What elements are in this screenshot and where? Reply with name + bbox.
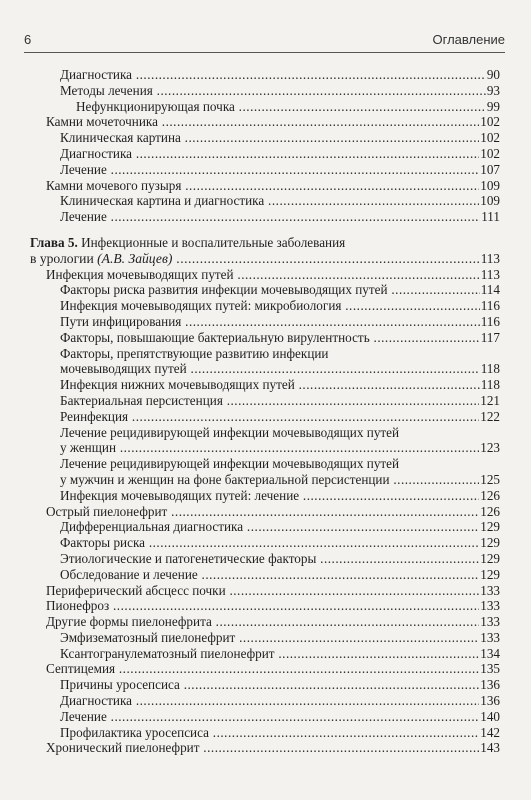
toc-entry-title: Факторы риска развития инфекции мочевыводящих путей ..... [60, 282, 500, 298]
toc-entry[interactable] [30, 130, 500, 146]
running-title: Оглавление [432, 32, 505, 47]
toc-entry[interactable] [30, 267, 500, 283]
chapter-title-line1 [30, 235, 500, 251]
toc-entry-title: Хронический пиелонефрит ..... [46, 740, 500, 756]
chapter-title-line2 [30, 251, 500, 267]
toc-page-number: 133 [480, 598, 500, 614]
toc-section-top [30, 67, 500, 225]
toc-page-number: 102 [480, 130, 500, 146]
toc-entry-title: Реинфекция ..... [60, 409, 500, 425]
toc-entry[interactable] [30, 83, 500, 99]
toc-entry-title: Диагностика ..... [60, 693, 500, 709]
toc-entry-title: Пионефроз ..... [46, 598, 500, 614]
toc-page-number: 143 [480, 740, 500, 756]
toc-page-number: 116 [480, 313, 500, 329]
toc-entry[interactable] [30, 740, 500, 756]
toc-page-number: 109 [480, 193, 500, 209]
table-of-contents [30, 67, 500, 756]
toc-entry-title: у женщин ..... [60, 440, 500, 456]
toc-entry-title: Методы лечения ..... [60, 83, 500, 99]
toc-entry-title: Инфекция мочевыводящих путей: микробиология ..... [60, 298, 500, 314]
toc-section-bottom [30, 267, 500, 757]
toc-page-number: 133 [480, 629, 500, 645]
toc-page-number: 134 [480, 645, 500, 661]
toc-page-number: 118 [480, 377, 500, 393]
toc-entry-title: Бактериальная персистенция ..... [60, 393, 500, 409]
toc-entry[interactable] [30, 282, 500, 298]
toc-entry[interactable] [30, 425, 500, 457]
toc-entry[interactable] [30, 519, 500, 535]
toc-entry-title: Инфекция мочевыводящих путей: лечение ..... [60, 488, 500, 504]
toc-entry-title: Обследование и лечение ..... [60, 567, 500, 583]
toc-entry-title: у мужчин и женщин на фоне бактериальной персистенции ..... [60, 472, 500, 488]
toc-page-number: 129 [480, 519, 500, 535]
toc-entry[interactable] [30, 598, 500, 614]
toc-page-number: 126 [480, 487, 500, 503]
toc-entry-title: Клиническая картина ..... [60, 130, 500, 146]
toc-entry-title: Камни мочеточника ..... [46, 114, 500, 130]
toc-entry[interactable] [30, 146, 500, 162]
toc-entry[interactable] [30, 314, 500, 330]
toc-entry[interactable] [30, 99, 500, 115]
toc-page-number: 109 [480, 177, 500, 193]
toc-page-number: 117 [480, 329, 500, 345]
toc-entry-title: Периферический абсцесс почки ..... [46, 583, 500, 599]
toc-page-number: 113 [480, 266, 500, 282]
toc-page-number: 142 [480, 724, 500, 740]
toc-entry[interactable] [30, 162, 500, 178]
page-header [24, 32, 505, 52]
toc-entry-title: Ксантогранулематозный пиелонефрит ..... [60, 646, 500, 662]
toc-entry[interactable] [30, 209, 500, 225]
chapter-title-cont: в урологии [30, 250, 94, 266]
toc-entry[interactable] [30, 298, 500, 314]
toc-entry[interactable] [30, 178, 500, 194]
toc-page-number: 129 [480, 550, 500, 566]
toc-entry-title: Инфекция нижних мочевыводящих путей ..... [60, 377, 500, 393]
section-gap [30, 225, 500, 235]
toc-page-number: 126 [480, 503, 500, 519]
toc-page-number: 136 [480, 677, 500, 693]
toc-page-number: 102 [480, 145, 500, 161]
toc-page-number: 93 [486, 82, 500, 98]
toc-entry[interactable] [30, 488, 500, 504]
toc-entry-title: Другие формы пиелонефрита ..... [46, 614, 500, 630]
toc-page-number: 113 [480, 250, 500, 266]
toc-entry[interactable] [30, 456, 500, 488]
toc-entry[interactable] [30, 346, 500, 378]
toc-entry-title: Диагностика ..... [60, 67, 500, 83]
toc-entry-title: Клиническая картина и диагностика ..... [60, 193, 500, 209]
toc-entry-title-line1: Факторы, препятствующие развитию инфекции [60, 345, 329, 361]
chapter-author: (А.В. Зайцев) [97, 250, 173, 266]
toc-entry[interactable] [30, 193, 500, 209]
toc-entry-title: Диагностика ..... [60, 146, 500, 162]
toc-entry-title: Нефункционирующая почка ..... [76, 99, 500, 115]
toc-page-number: 129 [480, 566, 500, 582]
toc-page-number: 118 [480, 361, 500, 377]
toc-entry[interactable] [30, 535, 500, 551]
toc-page-number: 140 [480, 708, 500, 724]
toc-entry-title: Инфекция мочевыводящих путей ..... [46, 267, 500, 283]
toc-page-number: 114 [480, 282, 500, 298]
toc-entry-title-line1: Лечение рецидивирующей инфекции мочевыводящих путей [60, 424, 400, 440]
toc-entry[interactable] [30, 709, 500, 725]
toc-entry[interactable] [30, 661, 500, 677]
toc-entry-title: Профилактика уросепсиса ..... [60, 725, 500, 741]
toc-page-number: 136 [480, 693, 500, 709]
toc-entry-title: Лечение ..... [60, 162, 500, 178]
toc-page-number: 133 [480, 582, 500, 598]
toc-entry[interactable] [30, 583, 500, 599]
toc-entry-title: Причины уросепсиса ..... [60, 677, 500, 693]
toc-entry[interactable] [30, 725, 500, 741]
toc-entry-title: Лечение ..... [60, 709, 500, 725]
toc-entry[interactable] [30, 551, 500, 567]
toc-page-number: 121 [480, 392, 500, 408]
toc-entry-title-line1: Лечение рецидивирующей инфекции мочевыводящих путей [60, 456, 400, 472]
toc-entry[interactable] [30, 393, 500, 409]
toc-chapter-entry[interactable] [30, 235, 500, 267]
toc-entry-title: Этиологические и патогенетические факторы ..... [60, 551, 500, 567]
toc-page-number: 135 [480, 661, 500, 677]
toc-entry[interactable] [30, 409, 500, 425]
toc-entry[interactable] [30, 646, 500, 662]
toc-entry[interactable] [30, 67, 500, 83]
toc-page-number: 129 [480, 535, 500, 551]
toc-entry-title: Пути инфицирования ..... [60, 314, 500, 330]
toc-entry-title: Септицемия ..... [46, 661, 500, 677]
toc-page-number: 102 [480, 114, 500, 130]
toc-entry[interactable] [30, 693, 500, 709]
page-number: 6 [24, 32, 32, 47]
toc-entry-title: Камни мочевого пузыря ..... [46, 178, 500, 194]
toc-page-number: 116 [480, 298, 500, 314]
chapter-label: Глава 5. [30, 234, 78, 250]
header-rule [24, 52, 505, 53]
toc-entry[interactable] [30, 614, 500, 630]
toc-entry-title: мочевыводящих путей ..... [60, 361, 500, 377]
toc-page-number: 123 [480, 440, 500, 456]
toc-page-number: 125 [480, 471, 500, 487]
toc-page-number: 111 [481, 209, 500, 225]
toc-entry-title: Дифференциальная диагностика ..... [60, 519, 500, 535]
toc-entry[interactable] [30, 630, 500, 646]
toc-entry[interactable] [30, 377, 500, 393]
toc-entry[interactable] [30, 330, 500, 346]
toc-page-number: 90 [486, 67, 500, 82]
toc-page-number: 99 [486, 98, 500, 114]
toc-entry[interactable] [30, 504, 500, 520]
chapter-title: Инфекционные и воспалительные заболевания [81, 234, 346, 250]
toc-entry-title: Эмфизематозный пиелонефрит ..... [60, 630, 500, 646]
toc-entry[interactable] [30, 567, 500, 583]
toc-page-number: 107 [480, 161, 500, 177]
toc-entry-title: Лечение ..... [60, 209, 500, 225]
toc-entry[interactable] [30, 114, 500, 130]
toc-entry-title: Факторы, повышающие бактериальную вирулентность ..... [60, 330, 500, 346]
toc-entry-title: Острый пиелонефрит ..... [46, 504, 500, 520]
toc-page-number: 122 [480, 408, 500, 424]
toc-page-number: 133 [480, 614, 500, 630]
toc-entry-title: Факторы риска ..... [60, 535, 500, 551]
toc-entry[interactable] [30, 677, 500, 693]
